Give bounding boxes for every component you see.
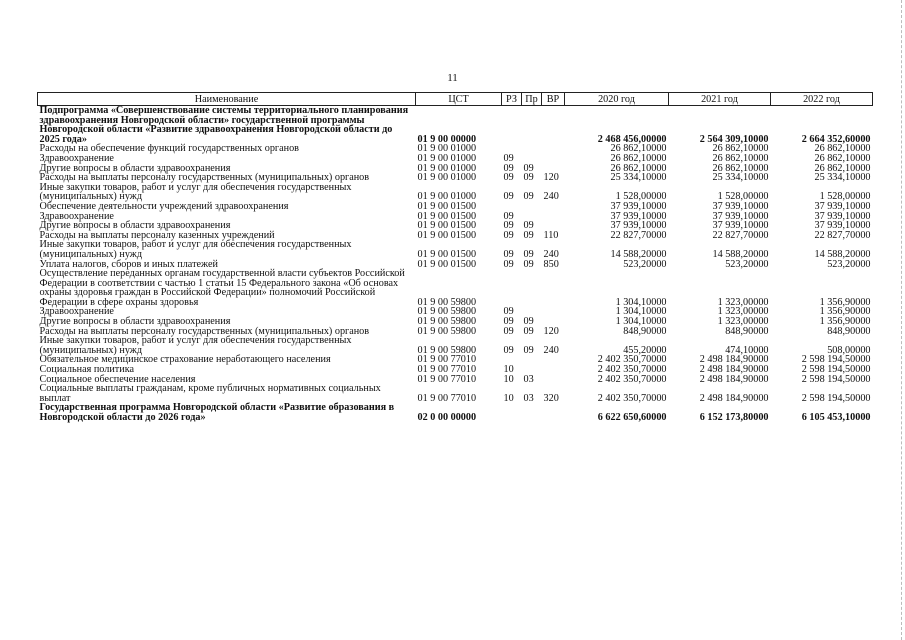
row-name: Другие вопросы в области здравоохранения — [39, 220, 231, 232]
row-vr — [542, 365, 565, 375]
row-2020: 1 304,10000 — [615, 296, 667, 308]
row-vr — [542, 269, 565, 307]
row-rz: 09 — [503, 229, 514, 241]
row-2020: 1 304,10000 — [615, 316, 667, 328]
row-cst: 01 9 00 59800 — [417, 316, 477, 328]
row-vr — [542, 403, 565, 422]
table-row — [38, 336, 873, 355]
row-name: Обеспечение деятельности учреждений здравоохранения — [39, 200, 289, 212]
header-pr: Пр — [522, 93, 542, 106]
row-rz: 09 — [503, 191, 514, 203]
row-2021: 37 939,10000 — [712, 210, 769, 222]
row-2021: 1 323,00000 — [717, 296, 769, 308]
row-cst: 01 9 00 01000 — [417, 143, 477, 155]
row-2020: 455,20000 — [623, 344, 667, 356]
row-vr: 850 — [543, 258, 559, 270]
row-pr — [522, 269, 542, 307]
row-2022: 22 827,70000 — [814, 229, 871, 241]
row-2022: 2 598 194,50000 — [801, 373, 871, 385]
row-2021: 26 862,10000 — [712, 152, 769, 164]
header-cst: ЦСТ — [416, 93, 502, 106]
row-pr — [522, 403, 542, 422]
row-vr: 120 — [543, 172, 559, 184]
row-vr — [542, 144, 565, 154]
row-pr: 09 — [523, 191, 534, 203]
row-rz: 09 — [503, 220, 514, 232]
row-name: Расходы на выплаты персоналу казенных учреждений — [39, 229, 275, 241]
row-name: Социальные выплаты гражданам, кроме публичных нормативных социальных выплат — [39, 383, 381, 404]
row-rz: 09 — [503, 316, 514, 328]
row-pr: 09 — [523, 344, 534, 356]
table-row — [38, 269, 873, 307]
row-name: Уплата налогов, сборов и иных платежей — [39, 258, 218, 270]
row-rz: 10 — [503, 373, 514, 385]
row-2021: 14 588,20000 — [712, 248, 769, 260]
row-2021: 2 498 184,90000 — [699, 373, 769, 385]
row-2021: 848,90000 — [725, 325, 769, 337]
row-2020: 1 304,10000 — [615, 306, 667, 318]
row-2021: 26 862,10000 — [712, 143, 769, 155]
table-row — [38, 106, 873, 145]
row-2020: 26 862,10000 — [610, 162, 667, 174]
row-2022: 14 588,20000 — [814, 248, 871, 260]
row-2022: 25 334,10000 — [814, 172, 871, 184]
row-name: Иные закупки товаров, работ и услуг для обеспечения государственных (муниципальных) нужд — [39, 335, 352, 356]
row-cst: 01 9 00 01000 — [417, 191, 477, 203]
row-rz — [502, 106, 522, 145]
row-cst: 01 9 00 00000 — [417, 133, 477, 145]
row-2020: 26 862,10000 — [610, 143, 667, 155]
row-pr: 09 — [523, 220, 534, 232]
row-2021: 2 564 309,10000 — [699, 133, 769, 145]
row-2020: 2 402 350,70000 — [597, 392, 667, 404]
row-2022: 523,20000 — [827, 258, 871, 270]
row-2020: 22 827,70000 — [610, 229, 667, 241]
row-pr: 03 — [523, 373, 534, 385]
row-2021: 1 323,00000 — [717, 306, 769, 318]
row-rz: 09 — [503, 152, 514, 164]
row-vr: 240 — [543, 344, 559, 356]
row-2022: 2 664 352,60000 — [801, 133, 871, 145]
row-2021: 26 862,10000 — [712, 162, 769, 174]
row-cst: 01 9 00 59800 — [417, 344, 477, 356]
row-2022: 37 939,10000 — [814, 220, 871, 232]
row-name: Обязательное медицинское страхование неработающего населения — [39, 354, 331, 366]
row-2021: 25 334,10000 — [712, 172, 769, 184]
row-name: Социальное обеспечение населения — [39, 373, 196, 385]
row-cst: 01 9 00 01500 — [417, 210, 477, 222]
row-2022: 2 598 194,50000 — [801, 354, 871, 366]
row-vr — [542, 154, 565, 164]
row-name: Государственная программа Новгородской области «Развитие образования в Новгородской области до 2026 года» — [39, 402, 395, 423]
row-cst: 01 9 00 01500 — [417, 200, 477, 212]
row-2020: 2 402 350,70000 — [597, 364, 667, 376]
row-rz: 09 — [503, 344, 514, 356]
row-name: Расходы на обеспечение функций государственных органов — [39, 143, 299, 155]
row-vr — [542, 307, 565, 317]
row-2020: 37 939,10000 — [610, 220, 667, 232]
row-2020: 14 588,20000 — [610, 248, 667, 260]
row-2021: 2 498 184,90000 — [699, 364, 769, 376]
row-name: Здравоохранение — [39, 306, 114, 318]
header-2021: 2021 год — [669, 93, 771, 106]
row-pr: 09 — [523, 325, 534, 337]
row-2021: 2 498 184,90000 — [699, 354, 769, 366]
row-2022: 37 939,10000 — [814, 200, 871, 212]
row-2020: 37 939,10000 — [610, 210, 667, 222]
row-2022: 848,90000 — [827, 325, 871, 337]
row-2021: 1 323,00000 — [717, 316, 769, 328]
row-rz: 10 — [503, 364, 514, 376]
table-row — [38, 403, 873, 422]
row-cst: 01 9 00 01500 — [417, 258, 477, 270]
row-2020: 523,20000 — [623, 258, 667, 270]
row-vr: 240 — [543, 191, 559, 203]
row-cst: 01 9 00 01000 — [417, 162, 477, 174]
row-2022: 26 862,10000 — [814, 152, 871, 164]
row-2021: 37 939,10000 — [712, 220, 769, 232]
row-cst: 01 9 00 59800 — [417, 296, 477, 308]
row-cst: 02 0 00 00000 — [417, 412, 477, 423]
row-vr: 240 — [543, 248, 559, 260]
row-2020: 26 862,10000 — [610, 152, 667, 164]
row-2020: 25 334,10000 — [610, 172, 667, 184]
row-rz: 09 — [503, 306, 514, 318]
row-cst: 01 9 00 77010 — [417, 364, 477, 376]
row-name: Расходы на выплаты персоналу государственных (муниципальных) органов — [39, 172, 370, 184]
header-vr: ВР — [542, 93, 565, 106]
row-name: Здравоохранение — [39, 210, 114, 222]
row-2021: 37 939,10000 — [712, 200, 769, 212]
row-2022: 2 598 194,50000 — [801, 364, 871, 376]
row-2021: 523,20000 — [725, 258, 769, 270]
row-2022: 508,00000 — [827, 344, 871, 356]
row-pr — [522, 106, 542, 145]
row-2020: 2 402 350,70000 — [597, 373, 667, 385]
row-vr: 320 — [543, 392, 559, 404]
row-pr: 03 — [523, 392, 534, 404]
row-vr: 110 — [543, 229, 559, 241]
row-2022: 1 356,90000 — [819, 306, 871, 318]
row-vr — [542, 202, 565, 212]
row-cst: 01 9 00 59800 — [417, 306, 477, 318]
row-rz: 09 — [503, 258, 514, 270]
row-cst: 01 9 00 01500 — [417, 229, 477, 241]
row-2022: 1 356,90000 — [819, 296, 871, 308]
row-2022: 26 862,10000 — [814, 143, 871, 155]
row-rz: 09 — [503, 210, 514, 222]
row-2021: 22 827,70000 — [712, 229, 769, 241]
row-name: Социальная политика — [39, 364, 135, 376]
scan-edge — [900, 0, 902, 640]
row-rz — [502, 403, 522, 422]
row-cst: 01 9 00 01000 — [417, 152, 477, 164]
row-vr — [542, 355, 565, 365]
header-row — [38, 93, 873, 106]
row-vr: 120 — [543, 325, 559, 337]
table-row — [38, 384, 873, 403]
row-name: Иные закупки товаров, работ и услуг для обеспечения государственных (муниципальных) нужд — [39, 181, 352, 203]
row-cst: 01 9 00 59800 — [417, 325, 477, 337]
row-pr: 09 — [523, 229, 534, 241]
row-2020: 37 939,10000 — [610, 200, 667, 212]
row-2020: 1 528,00000 — [615, 191, 667, 203]
row-vr — [542, 212, 565, 222]
row-rz: 09 — [503, 248, 514, 260]
row-2022: 6 105 453,10000 — [801, 412, 871, 423]
row-2020: 848,90000 — [623, 325, 667, 337]
row-cst: 01 9 00 01000 — [417, 172, 477, 184]
row-name: Иные закупки товаров, работ и услуг для обеспечения государственных (муниципальных) нужд — [39, 239, 352, 260]
row-pr — [522, 144, 542, 154]
row-vr — [542, 375, 565, 385]
table-row — [38, 240, 873, 259]
row-rz: 10 — [503, 392, 514, 404]
row-cst: 01 9 00 77010 — [417, 354, 477, 366]
row-rz: 09 — [503, 162, 514, 174]
row-pr: 09 — [523, 248, 534, 260]
header-rz: РЗ — [502, 93, 522, 106]
row-2022: 2 598 194,50000 — [801, 392, 871, 404]
header-2022: 2022 год — [771, 93, 873, 106]
row-cst: 01 9 00 01500 — [417, 220, 477, 232]
row-2021: 2 498 184,90000 — [699, 392, 769, 404]
row-2021: 6 152 173,80000 — [699, 412, 769, 423]
row-pr: 09 — [523, 258, 534, 270]
row-2020: 6 622 650,60000 — [597, 412, 667, 423]
row-pr — [522, 355, 542, 365]
row-2021: 474,10000 — [725, 344, 769, 356]
row-name: Расходы на выплаты персоналу государственных (муниципальных) органов — [39, 325, 370, 337]
row-pr: 09 — [523, 316, 534, 328]
header-name: Наименование — [38, 93, 416, 106]
row-vr — [542, 106, 565, 145]
row-name: Другие вопросы в области здравоохранения — [39, 316, 231, 328]
row-name: Здравоохранение — [39, 152, 114, 164]
row-name: Другие вопросы в области здравоохранения — [39, 162, 231, 174]
row-pr: 09 — [523, 162, 534, 174]
budget-table — [37, 92, 873, 423]
table-row — [38, 183, 873, 202]
row-rz: 09 — [503, 325, 514, 337]
row-2022: 1 356,90000 — [819, 316, 871, 328]
row-rz — [502, 269, 522, 307]
row-name: Осуществление переданных органам государственной власти субъектов Российской Федерации в соответствии с частью 1 статьи 15 Федерального закона «Об основах охраны здоровья граждан в Российской Федерации» полномочий Российской Федерации в сфере охраны здоровья — [39, 268, 405, 308]
row-cst: 01 9 00 77010 — [417, 392, 477, 404]
row-2022: 26 862,10000 — [814, 162, 871, 174]
row-2021: 1 528,00000 — [717, 191, 769, 203]
row-2022: 37 939,10000 — [814, 210, 871, 222]
page-number: 11 — [447, 72, 458, 84]
row-pr — [522, 202, 542, 212]
row-2020: 2 468 456,00000 — [597, 133, 667, 145]
row-2020: 2 402 350,70000 — [597, 354, 667, 366]
header-2020: 2020 год — [565, 93, 669, 106]
row-2022: 1 528,00000 — [819, 191, 871, 203]
row-rz: 09 — [503, 172, 514, 184]
row-name: Подпрограмма «Совершенствование системы территориального планирования здравоохранения Новгородской области» государственной программы Новгородской области «Развитие здравоохранения Новгородской области до 2025 года» — [39, 105, 409, 145]
row-pr: 09 — [523, 172, 534, 184]
row-cst: 01 9 00 01500 — [417, 248, 477, 260]
row-cst: 01 9 00 77010 — [417, 373, 477, 385]
